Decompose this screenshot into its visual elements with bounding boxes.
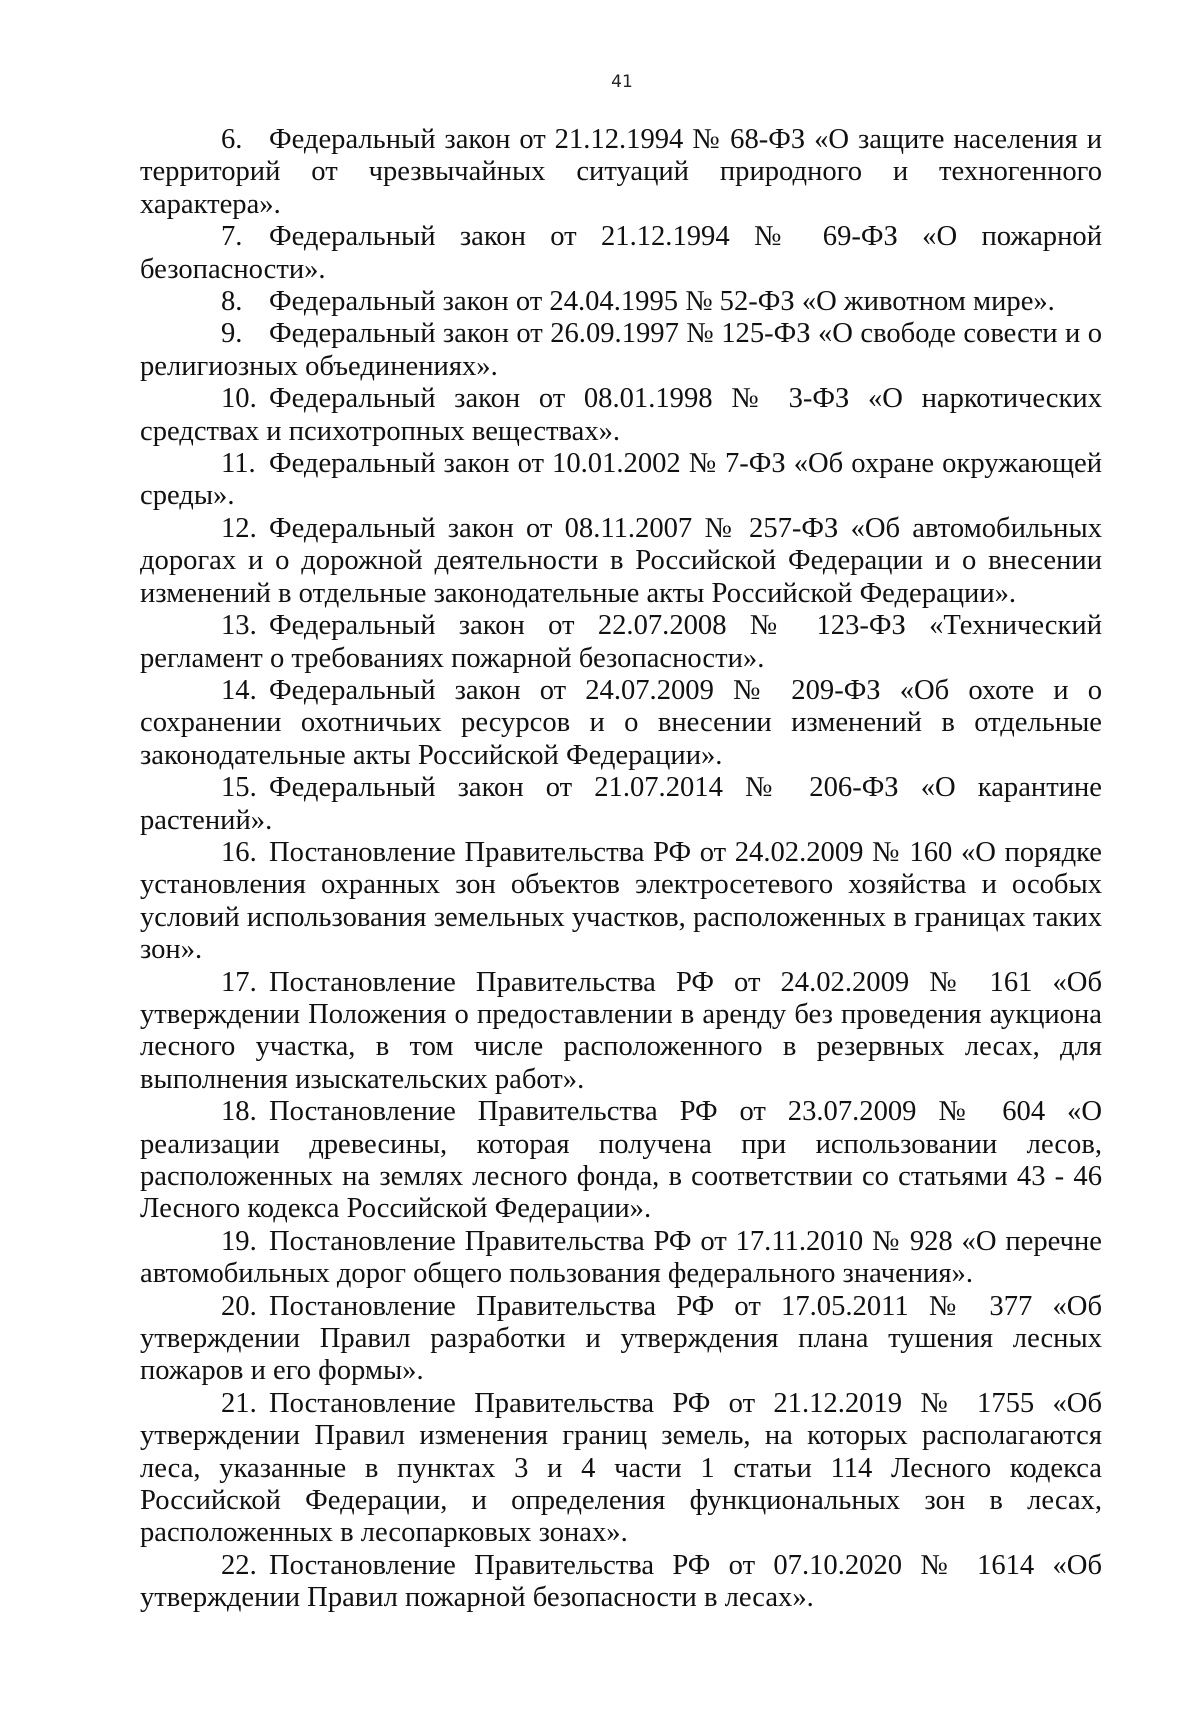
item-text: Постановление Правительства РФ от 17.11.2010 № 928 «О перечне автомобильных дорог общего пользования федерального значения». [140, 1225, 1102, 1290]
item-number: 21. [221, 1387, 257, 1419]
item-text: Постановление Правительства РФ от 07.10.2020 № 1614 «Об утверждении Правил пожарной безопасности в лесах». [140, 1549, 1102, 1614]
list-item [140, 1388, 1102, 1550]
list-item [140, 513, 1102, 610]
list-item [140, 221, 1102, 286]
list-item [140, 1226, 1102, 1291]
item-text: Федеральный закон от 21.12.1994 № 68-ФЗ «О защите населения и территорий от чрезвычайных ситуаций природного и техногенного характера». [140, 124, 1102, 220]
item-number: 7. [221, 221, 243, 253]
item-text: Постановление Правительства РФ от 21.12.2019 № 1755 «Об утверждении Правил изменения границ земель, на которых располагаются леса, указанные в пунктах 3 и 4 части 1 статьи 114 Лесного кодекса Российской Федерации, и определения функциональных зон в лесах, расположенных в лесопарковых зонах». [140, 1387, 1102, 1549]
item-text: Федеральный закон от 08.11.2007 № 257-ФЗ «Об автомобильных дорогах и о дорожной деятельности в Российской Федерации и о внесении изменений в отдельные законодательные акты Российской Федерации». [140, 512, 1102, 609]
item-text: Федеральный закон от 08.01.1998 № 3-ФЗ «О наркотических средствах и психотропных веществах». [140, 383, 1102, 447]
item-number: 14. [221, 674, 257, 706]
item-text: Федеральный закон от 10.01.2002 № 7-ФЗ «Об охране окружающей среды». [140, 448, 1102, 512]
item-text: Постановление Правительства РФ от 24.02.2009 № 161 «Об утверждении Положения о предоставлении в аренду без проведения аукциона лесного участка, в том числе расположенного в резервных лесах, для выполнения изыскательских работ». [140, 966, 1102, 1095]
item-number: 16. [221, 836, 257, 868]
list-item [140, 610, 1102, 675]
item-number: 6. [221, 124, 243, 155]
list-item [140, 675, 1102, 772]
list-item [140, 448, 1102, 513]
item-text: Федеральный закон от 21.12.1994 № 69-ФЗ «О пожарной безопасности». [140, 221, 1102, 285]
item-number: 17. [221, 966, 257, 998]
list-item [140, 1291, 1102, 1388]
item-number: 20. [221, 1290, 257, 1322]
item-text: Федеральный закон от 22.07.2008 № 123-ФЗ «Технический регламент о требованиях пожарной безопасности». [140, 610, 1102, 674]
item-number: 13. [221, 610, 257, 642]
item-text: Федеральный закон от 26.09.1997 № 125-ФЗ «О свободе совести и о религиозных объединениях». [140, 318, 1102, 382]
list-item [140, 286, 1102, 318]
item-number: 10. [221, 383, 257, 415]
list-item [140, 967, 1102, 1097]
item-text: Федеральный закон от 24.07.2009 № 209-ФЗ «Об охоте и о сохранении охотничьих ресурсов и о внесении изменений в отдельные законодательные акты Российской Федерации». [140, 674, 1102, 771]
item-number: 9. [221, 318, 243, 350]
item-number: 18. [221, 1096, 257, 1128]
item-number: 11. [221, 448, 256, 480]
list-item [140, 1096, 1102, 1226]
page-number: 41 [611, 72, 633, 92]
item-text: Постановление Правительства РФ от 24.02.2009 № 160 «О порядке установления охранных зон объектов электросетевого хозяйства и особых условий использования земельных участков, расположенных в границах таких зон». [140, 836, 1102, 966]
list-item [140, 837, 1102, 967]
list-item [140, 124, 1102, 221]
list-item [140, 383, 1102, 448]
item-number: 22. [221, 1549, 257, 1581]
item-number: 15. [221, 772, 257, 804]
list-item [140, 318, 1102, 383]
item-text: Постановление Правительства РФ от 23.07.2009 № 604 «О реализации древесины, которая получена при использовании лесов, расположенных на землях лесного фонда, в соответствии со статьями 43 - 46 Лесного кодекса Российской Федерации». [140, 1096, 1102, 1225]
list-item [140, 772, 1102, 837]
item-text: Постановление Правительства РФ от 17.05.2011 № 377 «Об утверждении Правил разработки и утверждения плана тушения лесных пожаров и его формы». [140, 1290, 1102, 1387]
legal-acts-list [140, 124, 1102, 1615]
item-text: Федеральный закон от 24.04.1995 № 52-ФЗ «О животном мире». [269, 286, 1055, 318]
item-number: 12. [221, 512, 257, 544]
item-number: 19. [221, 1225, 257, 1257]
item-text: Федеральный закон от 21.07.2014 № 206-ФЗ «О карантине растений». [140, 772, 1102, 836]
list-item [140, 1550, 1102, 1615]
item-number: 8. [221, 286, 243, 318]
